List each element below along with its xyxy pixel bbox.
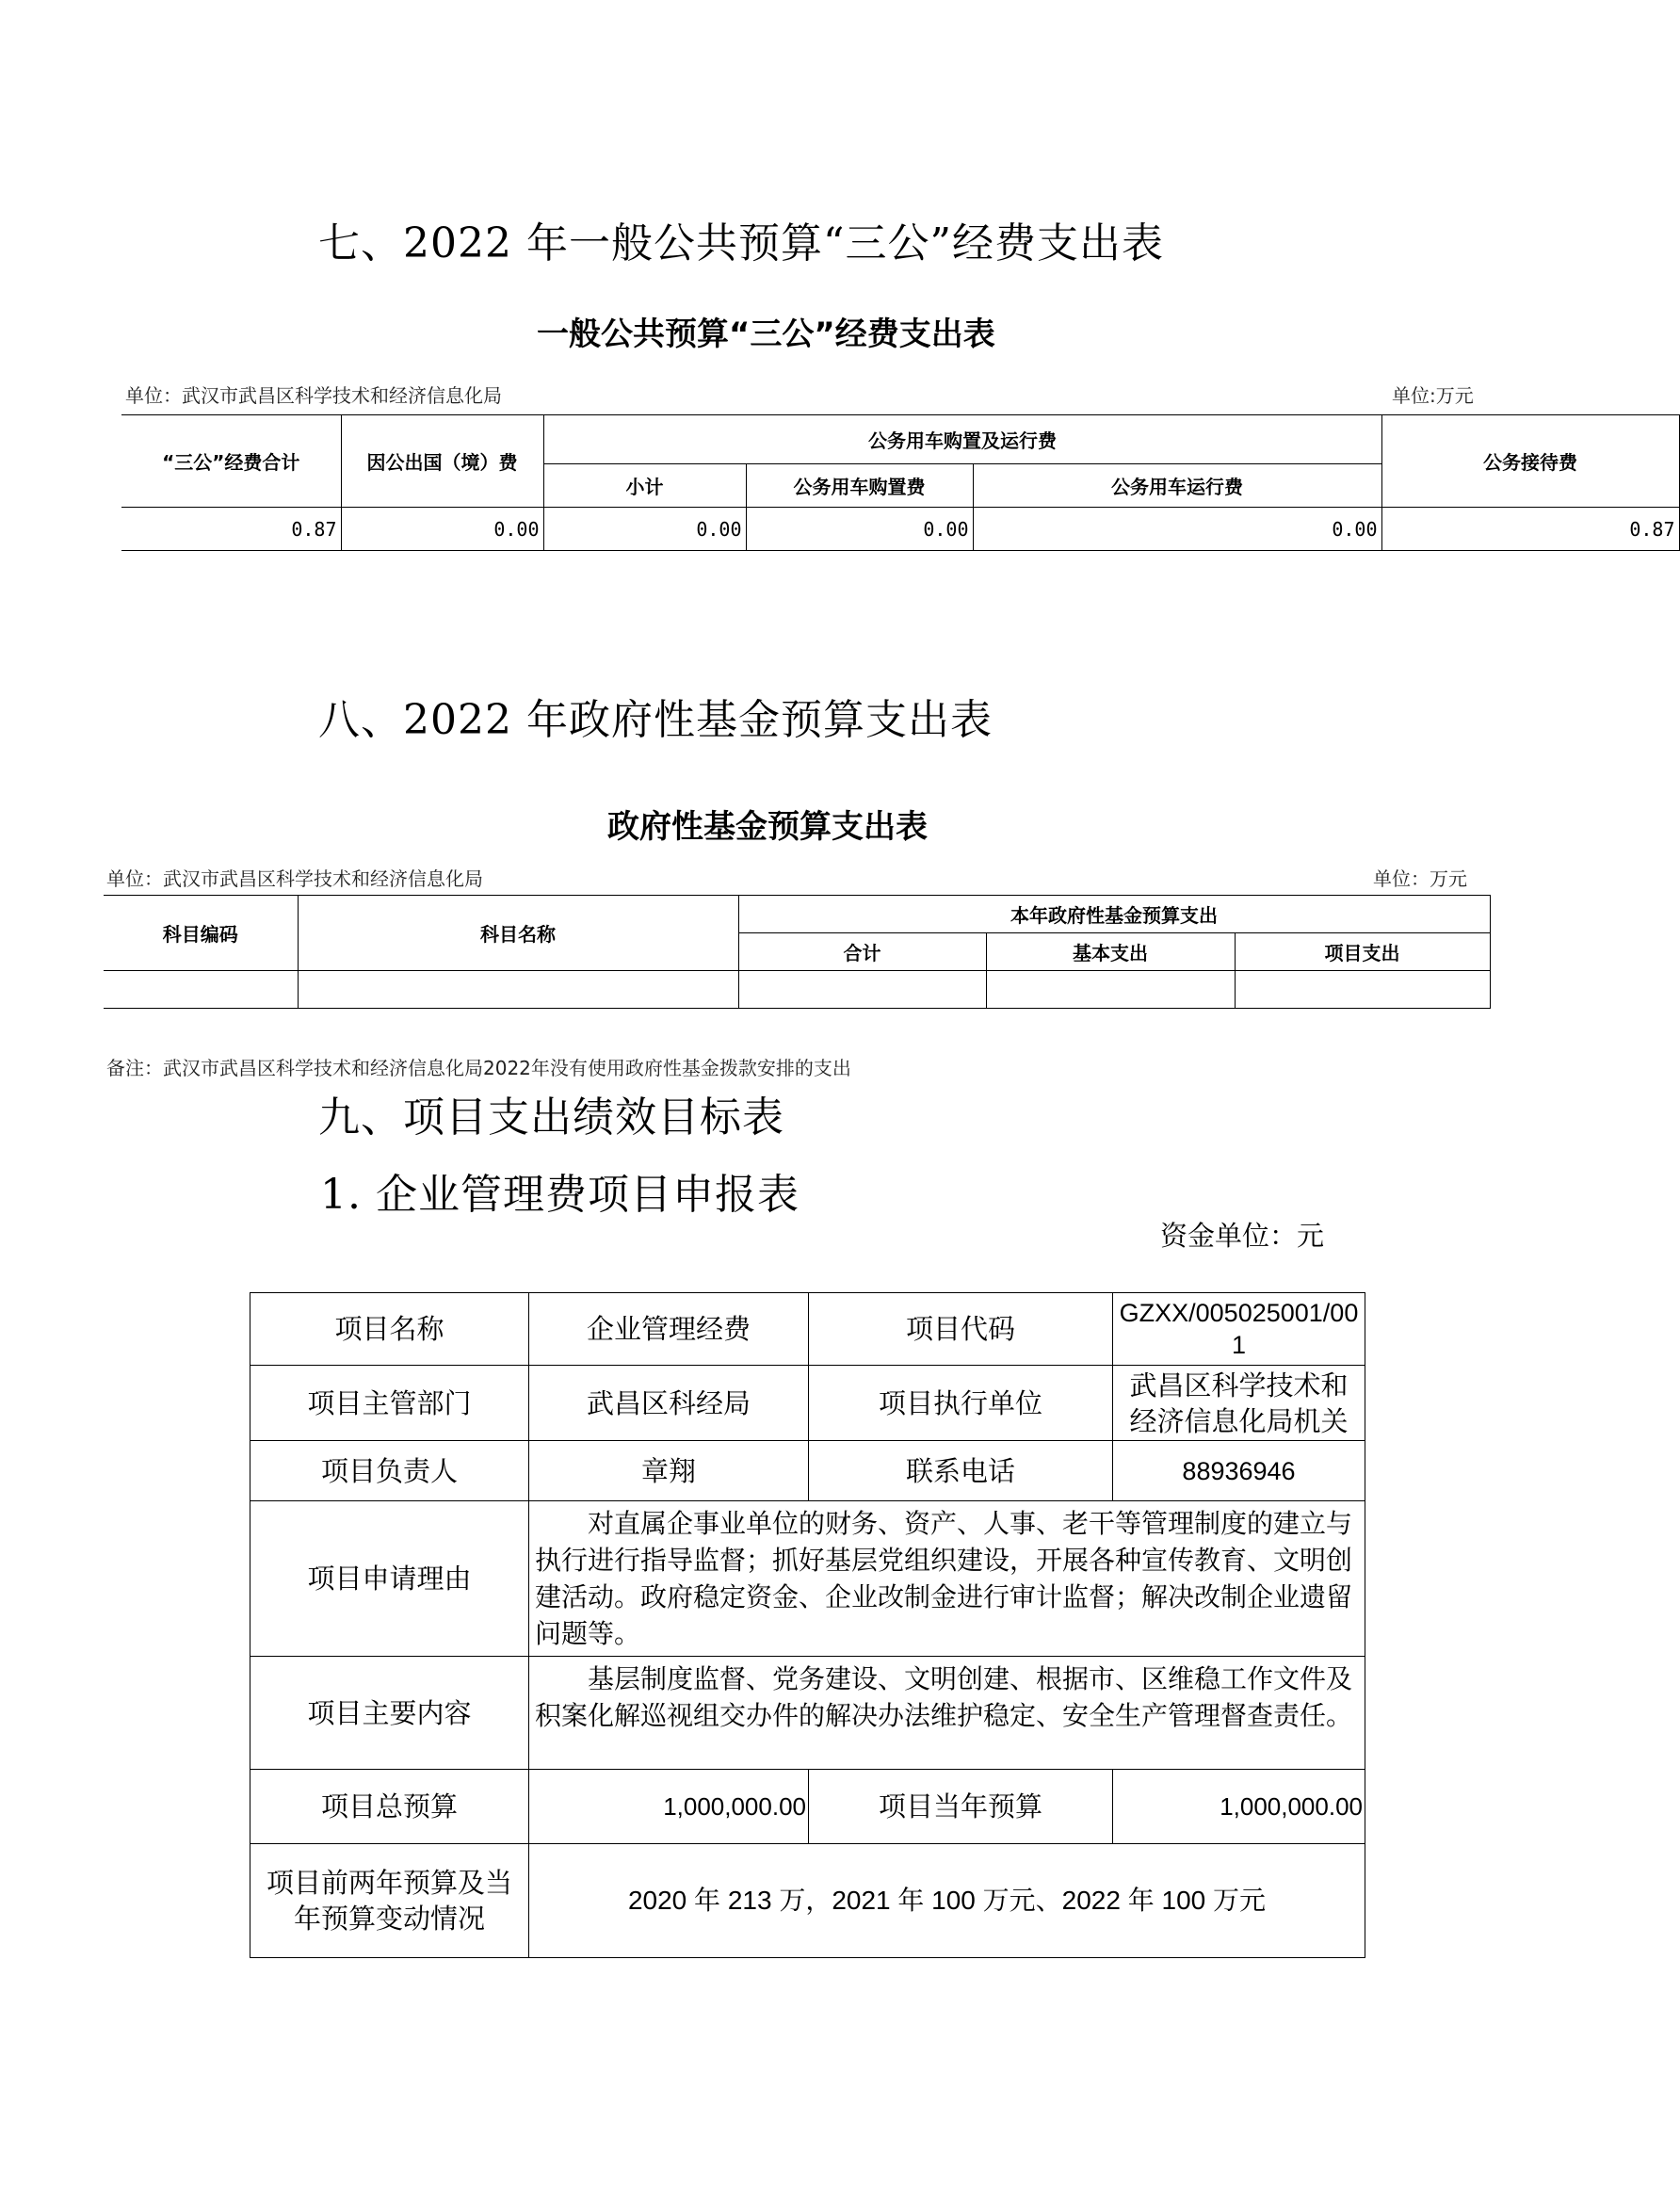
- value-reception: 0.87: [1381, 508, 1679, 551]
- empty-cell: [298, 971, 738, 1009]
- empty-cell: [104, 971, 298, 1009]
- exec-unit-label: 项目执行单位: [809, 1366, 1113, 1441]
- header-fund-project: 项目支出: [1235, 933, 1490, 971]
- project-declaration-table: [250, 1292, 1365, 1958]
- header-fund-total: 合计: [738, 933, 986, 971]
- value-subtotal: 0.00: [543, 508, 746, 551]
- reason-value: 对直属企事业单位的财务、资产、人事、老干等管理制度的建立与执行进行指导监督；抓好基层党组织建设，开展各种宣传教育、文明创建活动。政府稳定资金、企业改制金进行审计监督；解决改制企业遗留问题等。: [529, 1501, 1365, 1657]
- total-budget-label: 项目总预算: [250, 1770, 529, 1844]
- value-purchase: 0.00: [746, 508, 973, 551]
- section9-unit: 资金单位：元: [1160, 1220, 1325, 1252]
- budget-change-label-line1: 项目前两年预算及当: [266, 1867, 512, 1899]
- owner-label: 项目负责人: [250, 1441, 529, 1501]
- section7-heading: 七、2022 年一般公共预算“三公”经费支出表: [318, 219, 1164, 267]
- budget-change-label: [250, 1844, 529, 1958]
- empty-cell: [1235, 971, 1490, 1009]
- section9-subheading: 1. 企业管理费项目申报表: [320, 1171, 800, 1219]
- phone-value: 88936946: [1113, 1441, 1365, 1501]
- empty-cell: [738, 971, 986, 1009]
- project-code-line1: GZXX/005025001/00: [1119, 1299, 1359, 1327]
- content-value: 基层制度监督、党务建设、文明创建、根据市、区维稳工作文件及积案化解巡视组交办件的解决办法维护稳定、安全生产管理督查责任。: [529, 1657, 1365, 1770]
- section8-unit-right: 单位：万元: [1373, 867, 1467, 890]
- section8-note: 备注：武汉市武昌区科学技术和经济信息化局2022年没有使用政府性基金拨款安排的支出: [106, 1057, 851, 1079]
- three-public-expense-table: [121, 414, 1680, 551]
- header-fund-basic: 基本支出: [986, 933, 1235, 971]
- header-code: 科目编码: [104, 896, 298, 971]
- project-code-label: 项目代码: [809, 1293, 1113, 1366]
- section8-table-title: 政府性基金预算支出表: [607, 808, 928, 846]
- section8-heading: 八、2022 年政府性基金预算支出表: [318, 696, 993, 744]
- value-operation: 0.00: [973, 508, 1381, 551]
- owner-value: 章翔: [529, 1441, 809, 1501]
- project-name-label: 项目名称: [250, 1293, 529, 1366]
- header-fund-group: 本年政府性基金预算支出: [738, 896, 1490, 933]
- section7-unit-left: 单位：武汉市武昌区科学技术和经济信息化局: [125, 384, 502, 407]
- header-operation: 公务用车运行费: [973, 464, 1381, 508]
- header-purchase: 公务用车购置费: [746, 464, 973, 508]
- value-total: 0.87: [121, 508, 341, 551]
- section9-heading: 九、项目支出绩效目标表: [318, 1093, 784, 1142]
- project-code-value: [1113, 1293, 1365, 1366]
- exec-unit-line2: 经济信息化局机关: [1129, 1404, 1349, 1437]
- exec-unit-value: [1113, 1366, 1365, 1441]
- section7-unit-right: 单位:万元: [1392, 384, 1474, 407]
- year-budget-value: 1,000,000.00: [1113, 1770, 1365, 1844]
- value-abroad: 0.00: [341, 508, 543, 551]
- dept-value: 武昌区科经局: [529, 1366, 809, 1441]
- project-name-value: 企业管理经费: [529, 1293, 809, 1366]
- empty-cell: [986, 971, 1235, 1009]
- dept-label: 项目主管部门: [250, 1366, 529, 1441]
- budget-change-value: 2020 年 213 万，2021 年 100 万元、2022 年 100 万元: [529, 1844, 1365, 1958]
- budget-change-label-line2: 年预算变动情况: [293, 1903, 485, 1935]
- government-fund-table: [104, 895, 1491, 1009]
- exec-unit-line1: 武昌区科学技术和: [1129, 1369, 1349, 1401]
- header-name: 科目名称: [298, 896, 738, 971]
- section8-unit-left: 单位：武汉市武昌区科学技术和经济信息化局: [106, 867, 483, 890]
- header-reception: 公务接待费: [1381, 415, 1679, 508]
- content-label: 项目主要内容: [250, 1657, 529, 1770]
- header-abroad: 因公出国（境）费: [341, 415, 543, 508]
- header-vehicle-group: 公务用车购置及运行费: [543, 415, 1381, 464]
- total-budget-value: 1,000,000.00: [529, 1770, 809, 1844]
- reason-label: 项目申请理由: [250, 1501, 529, 1657]
- project-code-line2: 1: [1231, 1331, 1247, 1359]
- section7-table-title: 一般公共预算“三公”经费支出表: [537, 316, 995, 353]
- phone-label: 联系电话: [809, 1441, 1113, 1501]
- header-subtotal: 小计: [543, 464, 746, 508]
- header-total: “三公”经费合计: [121, 415, 341, 508]
- year-budget-label: 项目当年预算: [809, 1770, 1113, 1844]
